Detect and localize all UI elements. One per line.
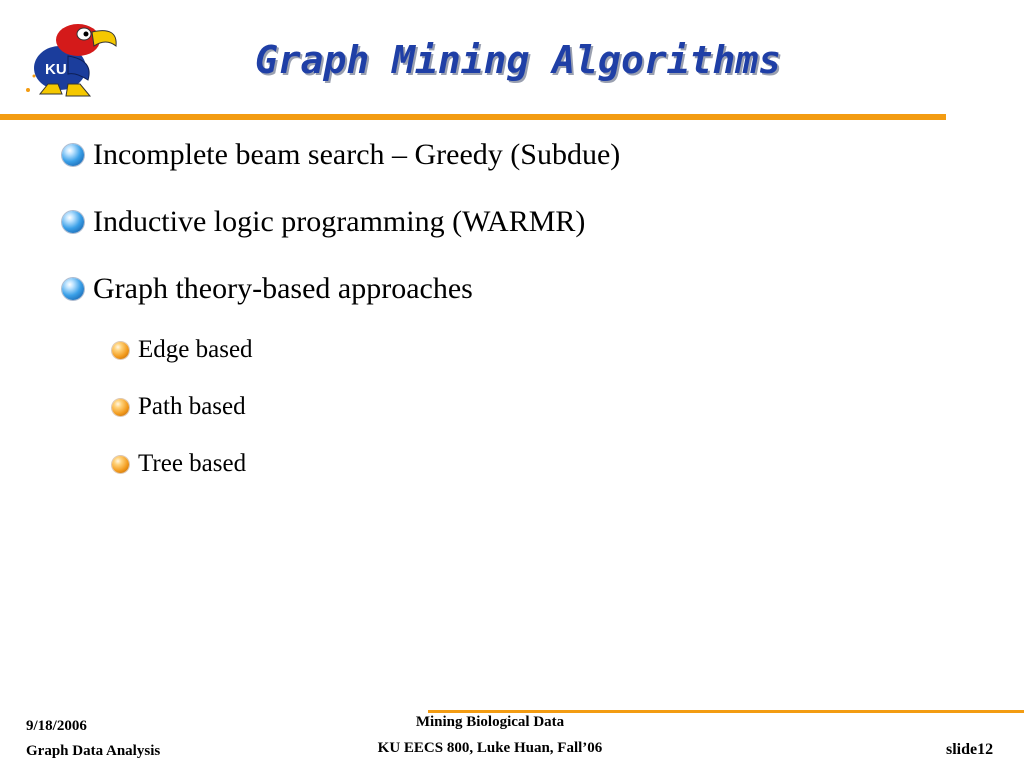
bullet-item <box>62 205 585 239</box>
bullet-text: Graph theory-based approaches <box>93 272 473 305</box>
footer-date: 9/18/2006 <box>26 718 87 734</box>
sub-bullet-item <box>112 450 246 478</box>
bullet-text: Inductive logic programming (WARMR) <box>93 205 586 238</box>
sub-bullet-item <box>112 336 253 364</box>
bullet-blue-orb-icon <box>62 278 84 300</box>
bullet-blue-orb-icon <box>62 211 84 233</box>
bullet-orange-orb-icon <box>112 456 129 473</box>
bullet-orange-orb-icon <box>112 342 129 359</box>
logo-text: KU <box>45 61 67 78</box>
bullet-blue-orb-icon <box>62 144 84 166</box>
bullet-text: Tree based <box>138 450 247 477</box>
footer-topic: Graph Data Analysis <box>26 743 161 759</box>
bullet-item <box>62 272 473 306</box>
bullet-orange-orb-icon <box>112 399 129 416</box>
slide-number: slide12 <box>946 741 994 758</box>
bullet-text: Edge based <box>138 336 253 363</box>
footer-course-info: KU EECS 800, Luke Huan, Fall’06 <box>377 740 603 756</box>
bullet-item <box>62 138 620 172</box>
bullet-text: Incomplete beam search – Greedy (Subdue) <box>93 138 621 171</box>
sub-bullet-item <box>112 393 246 421</box>
bullet-text: Path based <box>138 393 246 420</box>
slide-title: Graph Mining Algorithms <box>254 38 782 82</box>
footer-divider <box>428 710 1024 713</box>
footer-course-title: Mining Biological Data <box>415 714 565 730</box>
